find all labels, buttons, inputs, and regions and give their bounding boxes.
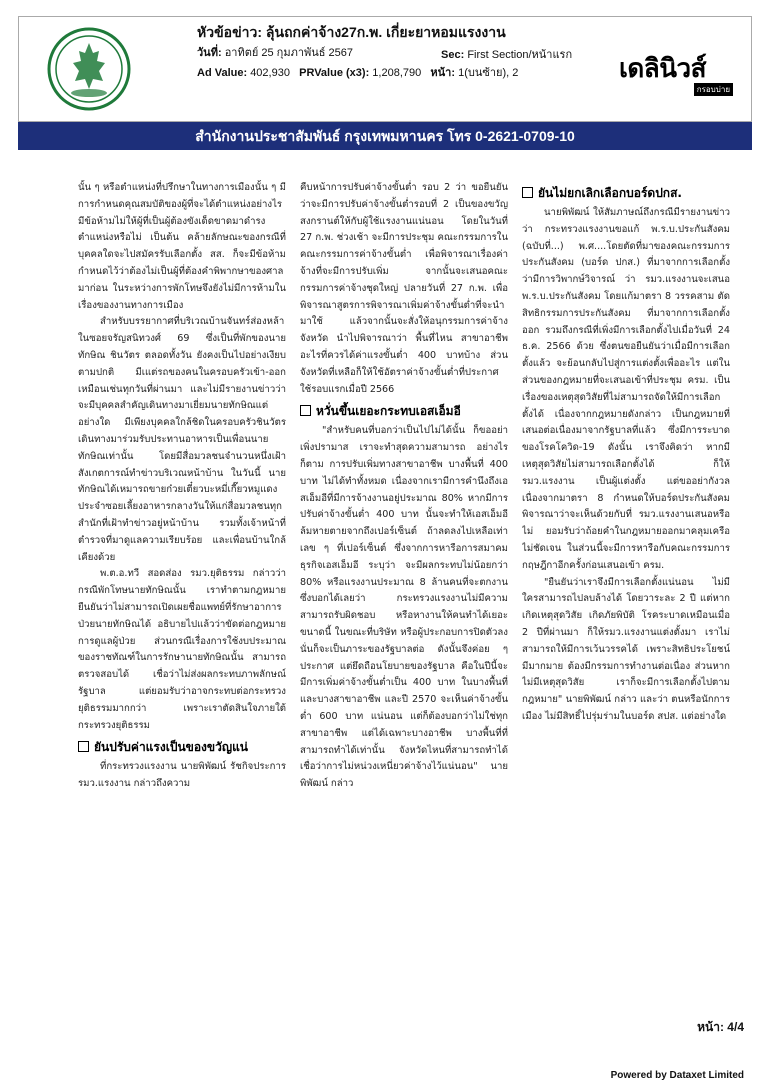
page-value: 1(บนซ้าย), 2 (458, 67, 519, 79)
powered-by: Powered by Dataxet Limited (610, 1070, 744, 1081)
subheading (522, 183, 730, 203)
paragraph: พ.ต.อ.ทวี สอดส่อง รมว.ยุติธรรม กล่าวว่า กรณีพักโทษนายทักษิณนั้น เราทำตามกฎหมาย ยืนยันว่าไม่สามารถเปิดเผยชื่อแพทย์ที่รักษาอาการป่วยนายทักษิณได้ อธิบายไปแล้วว่าขัดต่อกฎหมายการดูแลผู้ป่วย ส่วนกรณีเรื่องการใช้งบประมาณของราชทัณฑ์ในการรักษานายทักษิณนั้น สามารถตรวจสอบได้ เชื่อว่าไม่ส่งผลกระทบภาพลักษณ์รัฐบาล แต่ยอมรับว่าอาจกระทบต่อกระทรวงยุติธรรมมากกว่า เพราะเราตัดสินใจภายใต้กระทรวงยุติธรรม (78, 568, 286, 731)
bangkok-seal-logo-icon (47, 27, 131, 111)
subheading-text: หวั่นขึ้นเยอะกระทบเอสเอ็มอี (316, 404, 461, 419)
section-value: First Section/หน้าแรก (467, 49, 573, 61)
headline-row (197, 21, 627, 43)
subheading (300, 401, 508, 421)
page-number: หน้า: 4/4 (697, 1020, 744, 1034)
section-row (441, 45, 572, 63)
ad-value-label: Ad Value: (197, 67, 248, 79)
paragraph: สำหรับบรรยากาศที่บริเวณบ้านจันทร์ส่องหล้า ในซอยจรัญสนิทวงศ์ 69 ซึ่งเป็นที่พักของนายทักษิณ ชินวัตร ตลอดทั้งวัน ยังคงเป็นไปอย่างเงียบตามปกติ มีเแต่รถของคนในครอบครัวเข้า-ออก เหมือนเช่นทุกวันที่ผ่านมา และไม่มีรายงานข่าวว่า จะมีบุคคลสำคัญเดินทางมาเยี่ยมนายทักษิณแต่อย่างใด มีเพียงบุคคลใกล้ชิดในครอบครัวชินวัตรเดินทางมาร่วมรับประทานอาหารเป็นเพื่อนนายทักษิณเท่านั้น โดยมีสื่อมวลชนจำนวนหนึ่งเฝ้าสังเกตการณ์ทำข่าวบริเวณหน้าบ้าน ในวันนี้ นายทักษิณได้เหมารถขายก๋วยเตี๋ยวบะหมี่เกี๊ยวหมูแดงประจำซอยเลี้ยงอาหารกลางวันให้แก่สื่อมวลชนทุกสำนักที่เฝ้าทำข่าวอยู่หน้าบ้าน รวมทั้งเจ้าหน้าที่ตำรวจที่มาดูแลความเรียบร้อย และเพื่อนบ้านใกล้เคียงด้วย (78, 316, 286, 563)
headline-label: หัวข้อข่าว: (197, 24, 263, 40)
date-value: อาทิตย์ 25 กุมภาพันธ์ 2567 (224, 47, 354, 59)
article-column-1 (78, 180, 286, 1030)
ad-value: 402,930 (250, 67, 290, 79)
news-header (18, 16, 752, 122)
subheading (78, 737, 286, 757)
dailynews-logo (619, 53, 737, 97)
paragraph: นั้น ๆ หรือตำแหน่งที่ปรึกษาในทางการเมืองนั้น ๆ มีการกำหนดคุณสมบัติของผู้ที่จะได้ตำแหน่งอย่างไร มีข้อห้ามไม่ให้ผู้ที่เป็นผู้ต้องขังเด็ดขาดมาดำรงตำแหน่งหรือไม่ เป็นต้น คล้ายลักษณะของกรณีที่บุคคลใดจะไปสมัครรับเลือกตั้ง สส. ก็จะมีข้อห้ามกำหนดไว้ว่าต้องไม่เป็นผู้ที่ต้องคำพิพากษาของศาลมาก่อน ในระหว่างการพักโทษจึงยังไม่มีการห้ามในเรื่องของงานทางการเมือง (78, 182, 286, 311)
paragraph: นายพิพัฒน์ ให้สัมภาษณ์ถึงกรณีมีรายงานข่าวว่า กระทรวงแรงงานขอแก้ พ.ร.บ.ประกันสังคม (ฉบับที่...) พ.ศ....โดยตัดที่มาของคณะกรรมการประกันสังคม (บอร์ด ปกส.) ที่มาจากการเลือกตั้ง ว่ามีการวิพากษ์วิจารณ์ ว่า รมว.แรงงานจะเสนอ พ.ร.บ.ประกันสังคม โดยแก้มาตรา 8 วรรคสาม ตัดสิทธิกรรมการประกันสังคม ที่มาจากการเลือกตั้งออก รวมถึงกรณีที่เพิ่งมีการเลือกตั้งไปเมื่อวันที่ 24 ธ.ค. 2566 ด้วย ซึ่งตนขอยืนยันว่าเมื่อมีการเลือกตั้งแล้ว จะย้อนกลับไปสู่การแต่งตั้งเพื่ออะไร แต่ในส่วนของกฎหมายที่จะเสนอเข้าที่ประชุม ครม. เป็นเรื่องของเหตุสุดวิสัยที่ไม่สามารถจัดให้มีการเลือกตั้งได้ เนื่องจากกฎหมายดังกล่าว เป็นกฎหมายที่เสนอต่อเนื่องมาจากรัฐบาลที่แล้ว ซึ่งมีการระบาดของโรคโควิด-19 ดังนั้น เราจึงคิดว่า หากมีเหตุสุดวิสัยไม่สามารถเลือกตั้งได้ ก็ให้ รมว.แรงงาน เป็นผู้แต่งตั้ง แต่ขออย่ากังวล เนื่องจากมาตรา 8 กำหนดให้บอร์ดประกันสังคมพิจารณาว่าจะเห็นด้วยกับที่ รมว.แรงงานเสนอหรือไม่ ยอมรับว่าถ้อยคำในกฎหมายออกมาคลุมเครือไม่ชัดเจน ในส่วนนี้จะมีการหารือกับคณะกรรมการกฤษฎีกาอีกครั้งก่อนเสนอเข้า ครม. (522, 207, 730, 571)
checkbox-square-icon (300, 405, 311, 416)
date-label: วันที่: (197, 47, 222, 59)
pr-value-label: PRValue (x3): (299, 67, 370, 79)
article-column-2 (300, 180, 508, 1030)
pr-value: 1,208,790 (372, 67, 422, 79)
page-label: หน้า: (430, 67, 456, 79)
agency-banner: สำนักงานประชาสัมพันธ์ กรุงเทพมหานคร โทร 0-2621-0709-10 (18, 122, 752, 150)
paragraph: คืบหน้าการปรับค่าจ้างขั้นต่ำ รอบ 2 ว่า ขอยืนยันว่าจะมีการปรับค่าจ้างขั้นต่ำรอบที่ 2 เป็นของขวัญสงกรานต์ให้กับผู้ใช้แรงงานแน่นอน โดยในวันที่ 27 ก.พ. ช่วงเช้า จะมีการประชุม คณะกรรมการในคณะกรรมการค่าจ้างขั้นต่ำ เพื่อพิจารณาเรื่องค่าจ้างที่จะมีการปรับเพิ่ม จากนั้นจะเสนอคณะกรรมการค่าจ้างชุดใหญ่ ปลายวันที่ 27 ก.พ. เพื่อพิจารณาสูตรการพิจารณาเพิ่มค่าจ้างขั้นต่ำที่จะนำมาใช้ แล้วจากนั้นจะสั่งให้อนุกรรมการค่าจ้างจังหวัด นำไปพิจารณาว่า พื้นที่ไหน สาขาอาชีพอะไรที่ควรได้ค่าแรงขั้นต่ำ 400 บาทบ้าง ส่วนจังหวัดที่เหลือก็ให้ใช้อัตราค่าจ้างขั้นต่ำที่ประกาศใช้รอบแรกเมื่อปี 2566 (300, 182, 508, 395)
article-column-3 (522, 180, 730, 1030)
section-label: Sec: (441, 49, 465, 61)
brand-edition: กรอบบ่าย (694, 83, 733, 96)
checkbox-square-icon (78, 741, 89, 752)
paragraph: "ยืนยันว่าเราจึงมีการเลือกตั้งแน่นอน ไม่มีใครสามารถไปลบล้างได้ โดยวาระละ 2 ปี แต่หากเกิดเหตุสุดวิสัย เกิดภัยพิบัติ โรคระบาดเหมือนเมื่อ 2 ปีที่ผ่านมา ก็ให้รมว.แรงงานแต่งตั้งมา เราไม่สามารถให้มีการเว้นวรรคได้ เพราะสิทธิประโยชน์มีมากมาย ต้องมีกรรมการทำงานต่อเนื่อง ส่วนหากไม่มีเหตุสุดวิสัย เราก็จะมีการเลือกตั้งไปตามกฎหมาย" นายพิพัฒน์ กล่าว และว่า ตนหรือนักการเมือง ไม่มีสิทธิ์ไปรุ่มร่ามในบอร์ด สปส. แต่อย่างใด (522, 576, 730, 722)
checkbox-square-icon (522, 187, 533, 198)
brand-name: เดลินิวส์ (619, 53, 706, 83)
subheading-text: ยันปรับค่าแรงเป็นของขวัญแน่ (94, 740, 249, 755)
paragraph: ที่กระทรวงแรงงาน นายพิพัฒน์ รัชกิจประการ รมว.แรงงาน กล่าวถึงความ (78, 761, 286, 790)
news-meta (197, 21, 627, 83)
value-row (197, 63, 627, 83)
subheading-text: ยันไม่ยกเลิกเลือกบอร์ดปกส. (538, 186, 682, 200)
paragraph: "สำหรับคนที่บอกว่าเป็นไปไม่ได้นั้น ก็ขออย่าเพิ่งปรามาส เราจะทำสุดความสามารถ อย่างไรก็ตาม การปรับเพิ่มทางสาขาอาชีพ บางพื้นที่ 400 บาท ไม่ได้ทำทั้งหมด เนื่องจากเรามีการคำนึงถึงเอสเอ็มอีที่มีการจ้างงานอยู่ประมาณ 80% หากมีการปรับค่าจ้างขั้นต่ำ 400 บาท นั้นจะทำให้เอสเอ็มอีล้มหายตายจากถึงเปอร์เซ็นต์ ถ้าลดลงไปเหลือเท่าเลข ๆ ที่เปอร์เซ็นต์ ซึ่งจากการหารือการสมาคมธุรกิจเอสเอ็มอี ระบุว่า จะมีผลกระทบไม่น้อยกว่า 80% หรือแรงงานประมาณ 8 ล้านคนที่จะตกงาน ซึ่งบอกได้เลยว่า กระทรวงแรงงานไม่มีความสามารถรับผิดชอบ หรือหางานให้คนทำได้เยอะขนาดนี้ ในขณะที่บริษัท หรือผู้ประกอบการปิดตัวลง นั่นก็จะเป็นภาระของรัฐบาลต่อ ดังนั้นจึงค่อย ๆ ประกาศ แต่ยึดถือนโยบายของรัฐบาล คือในปีนี้จะมีการเพิ่มค่าจ้างขั้นต่ำเป็น 400 บาท ในบางพื้นที่ และบางสาขาอาชีพ และปี 2570 จะเห็นค่าจ้างขั้นต่ำ 600 บาท แน่นอน แต่ก็ต้องบอกว่าไม่ใช่ทุกสาขาอาชีพ แต่ได้เฉพาะบางอาชีพ บางพื้นที่ที่สามารถทำได้เท่านั้น จังหวัดไหนที่สามารถทำได้ เชื่อว่าการไม่หน่วงเหนี่ยวค่าจ้างไว้แน่นอน" นายพิพัฒน์ กล่าว (300, 425, 508, 790)
article-body (78, 180, 730, 1030)
headline-text: ลุ้นถกค่าจ้าง27ก.พ. เกี่ยะยาหอมแรงงาน (265, 24, 506, 40)
